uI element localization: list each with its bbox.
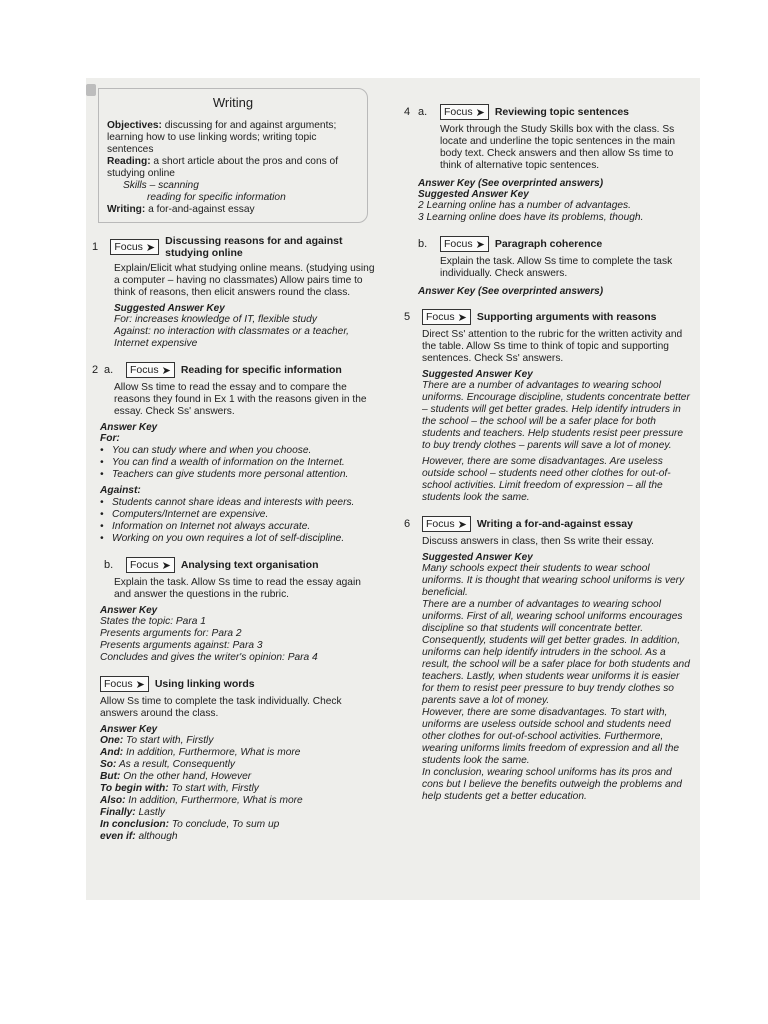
linking-line: So: As a result, Consequently bbox=[100, 759, 235, 770]
against-label: Against: bbox=[100, 485, 141, 496]
section-3-header bbox=[92, 676, 380, 692]
arrow-right-icon: ➤ bbox=[135, 678, 145, 691]
against-line: Against: no interaction with classmates or a teacher, Internet expensive bbox=[114, 326, 349, 349]
section-1-body: Explain/Elicit what studying online means. (studying using a computer – having no classmates) Allow pairs time to think of reasons, then elicit answers round the class. bbox=[114, 263, 375, 298]
for-label: For: bbox=[100, 433, 120, 444]
answer-line: States the topic: Para 1 bbox=[100, 616, 206, 627]
section-title: Writing a for-and-against essay bbox=[476, 518, 633, 530]
section-sub: b. bbox=[418, 238, 428, 250]
linking-line: Finally: Lastly bbox=[100, 807, 166, 818]
focus-tag: Focus ➤ bbox=[100, 676, 149, 692]
arrow-right-icon: ➤ bbox=[475, 238, 485, 251]
section-6-body: Discuss answers in class, then Ss write their essay. bbox=[422, 536, 654, 547]
arrow-right-icon: ➤ bbox=[161, 559, 171, 572]
focus-tag: Focus ➤ bbox=[422, 516, 471, 532]
arrow-right-icon: ➤ bbox=[145, 241, 156, 254]
section-2a-header bbox=[92, 362, 380, 378]
suggested-answer-key-label: Suggested Answer Key bbox=[418, 189, 529, 200]
answer-key-label: Answer Key bbox=[100, 422, 158, 433]
answer-line: Concludes and gives the writer's opinion: Para 4 bbox=[100, 652, 318, 663]
answer-paragraph: There are a number of advantages to wearing school uniforms. Encourage discipline, students concentrate better – students will get better grades. Help identify intruders in the school – the school will be a safer place for both students and teachers. Help students resist peer pressure to buy trendy clothes – parents will save a lot of money. bbox=[422, 380, 690, 451]
essay-paragraph: Many schools expect their students to wear school uniforms. It is thought that wearing school uniforms is very beneficial. bbox=[422, 563, 685, 598]
section-5-header bbox=[404, 309, 690, 325]
focus-tag: Focus ➤ bbox=[126, 362, 175, 378]
answer-line: 3 Learning online does have its problems, though. bbox=[418, 212, 644, 223]
section-title: Reading for specific information bbox=[180, 364, 342, 376]
section-4b-header bbox=[404, 236, 690, 252]
section-sub: b. bbox=[104, 559, 114, 571]
essay-paragraph: In conclusion, wearing school uniforms has its pros and cons but I believe the benefits outweigh the problems and help students get a better education. bbox=[422, 767, 682, 802]
suggested-answer-key-label: Suggested Answer Key bbox=[114, 303, 225, 314]
for-line: For: increases knowledge of IT, flexible study bbox=[114, 314, 317, 325]
section-4b-body: Explain the task. Allow Ss time to complete the task individually. Check answers. bbox=[440, 256, 673, 279]
objectives: Objectives: discussing for and against arguments; learning how to use linking words; writing topic sentences bbox=[107, 120, 337, 155]
document-page bbox=[86, 78, 700, 900]
section-sub: a. bbox=[104, 364, 114, 376]
essay-paragraph: However, there are some disadvantages. To start with, uniforms are useless outside school and students need other clothes for out-of-school activities. Furthermore, wearing uniforms limits freedom of expression and all the students look the same. bbox=[422, 707, 680, 766]
list-item: • Working on you own requires a lot of self-discipline. bbox=[112, 533, 380, 545]
section-4a-header bbox=[404, 104, 690, 120]
skills-line-1: Skills – scanning bbox=[123, 180, 199, 191]
right-column bbox=[404, 100, 690, 803]
linking-line: In conclusion: To conclude, To sum up bbox=[100, 819, 280, 830]
section-title: Analysing text organisation bbox=[180, 559, 319, 571]
focus-tag: Focus ➤ bbox=[126, 557, 175, 573]
list-item: • Computers/Internet are expensive. bbox=[112, 509, 380, 521]
linking-line: But: On the other hand, However bbox=[100, 771, 252, 782]
suggested-answer-key-label: Suggested Answer Key bbox=[422, 369, 533, 380]
section-2a-body: Allow Ss time to read the essay and to compare the reasons they found in Ex 1 with the reasons given in the essay. Check Ss' answers. bbox=[114, 382, 367, 417]
writing-line: Writing: a for-and-against essay bbox=[107, 204, 255, 215]
lesson-summary-box bbox=[98, 88, 368, 223]
answer-line: Presents arguments against: Para 3 bbox=[100, 640, 263, 651]
against-list bbox=[100, 497, 380, 545]
linking-line: Also: In addition, Furthermore, What is more bbox=[100, 795, 303, 806]
list-item: • Students cannot share ideas and interests with peers. bbox=[112, 497, 380, 509]
focus-tag: Focus ➤ bbox=[110, 239, 159, 255]
section-5-body: Direct Ss' attention to the rubric for the written activity and the table. Allow Ss time to think of topic and supporting sentences. Check Ss' answers. bbox=[422, 329, 683, 364]
left-column bbox=[92, 88, 380, 843]
answer-key-label: Answer Key (See overprinted answers) bbox=[418, 178, 604, 189]
section-1-header bbox=[92, 235, 380, 259]
focus-tag: Focus ➤ bbox=[422, 309, 471, 325]
linking-line: even if: although bbox=[100, 831, 178, 842]
list-item: • You can find a wealth of information on the Internet. bbox=[112, 457, 380, 469]
section-2b-header bbox=[92, 557, 380, 573]
skills-line-2: reading for specific information bbox=[147, 192, 286, 203]
section-2b-body: Explain the task. Allow Ss time to read the essay again and answer the questions in the rubric. bbox=[114, 577, 361, 600]
box-title: Writing bbox=[212, 95, 254, 110]
essay-paragraph: There are a number of advantages to wearing school uniforms. First of all, wearing school uniforms encourages discipline so that students will concentrate better. Consequently, students will get better grades. In addition, uniforms can help identify intruders in the school. As a result, the school will be a safer place for both students and teachers. Lastly, when students wear uniforms it is easier for them to resist peer pressure to buy trendy clothes so parents save a lot of money. bbox=[422, 599, 690, 706]
list-item: • Teachers can give students more personal attention. bbox=[112, 469, 380, 481]
for-list bbox=[100, 445, 380, 481]
section-number: 5 bbox=[404, 311, 411, 323]
list-item: • Information on Internet not always accurate. bbox=[112, 521, 380, 533]
suggested-answer-key-label: Suggested Answer Key bbox=[422, 552, 533, 563]
answer-paragraph: However, there are some disadvantages. Are useless outside school – students need other clothes for out-of-school activities. Limit freedom of expression – all the students look the same. bbox=[422, 456, 671, 503]
section-number: 2 bbox=[92, 364, 99, 376]
reading-line: Reading: a short article about the pros and cons of studying online bbox=[107, 156, 339, 179]
arrow-right-icon: ➤ bbox=[475, 106, 485, 119]
list-item: • You can study where and when you choose. bbox=[112, 445, 380, 457]
section-4a-body: Work through the Study Skills box with the class. Ss locate and underline the topic sentences in the main body text. Check answers and then allow Ss time to think of alternative topic sentences. bbox=[440, 124, 676, 171]
section-title: Reviewing topic sentences bbox=[494, 106, 630, 118]
focus-tag: Focus ➤ bbox=[440, 236, 489, 252]
section-number: 1 bbox=[92, 241, 99, 253]
linking-line: One: To start with, Firstly bbox=[100, 735, 214, 746]
answer-key-label: Answer Key bbox=[100, 724, 158, 735]
answer-key-label: Answer Key bbox=[100, 605, 158, 616]
arrow-right-icon: ➤ bbox=[161, 364, 171, 377]
section-6-header bbox=[404, 516, 690, 532]
section-3-body: Allow Ss time to complete the task individually. Check answers around the class. bbox=[100, 696, 342, 719]
section-title: Discussing reasons for and against studying online bbox=[165, 235, 343, 259]
linking-line: To begin with: To start with, Firstly bbox=[100, 783, 259, 794]
section-title: Supporting arguments with reasons bbox=[476, 311, 657, 323]
section-number: 4 bbox=[404, 106, 411, 118]
arrow-right-icon: ➤ bbox=[457, 311, 467, 324]
section-title: Paragraph coherence bbox=[494, 238, 603, 250]
section-title: Using linking words bbox=[154, 678, 255, 690]
answer-key-label: Answer Key (See overprinted answers) bbox=[418, 286, 604, 297]
arrow-right-icon: ➤ bbox=[457, 518, 467, 531]
focus-tag: Focus ➤ bbox=[440, 104, 489, 120]
answer-line: Presents arguments for: Para 2 bbox=[100, 628, 242, 639]
section-number: 6 bbox=[404, 518, 411, 530]
linking-line: And: In addition, Furthermore, What is more bbox=[100, 747, 301, 758]
section-sub: a. bbox=[418, 106, 428, 118]
answer-line: 2 Learning online has a number of advantages. bbox=[418, 200, 631, 211]
